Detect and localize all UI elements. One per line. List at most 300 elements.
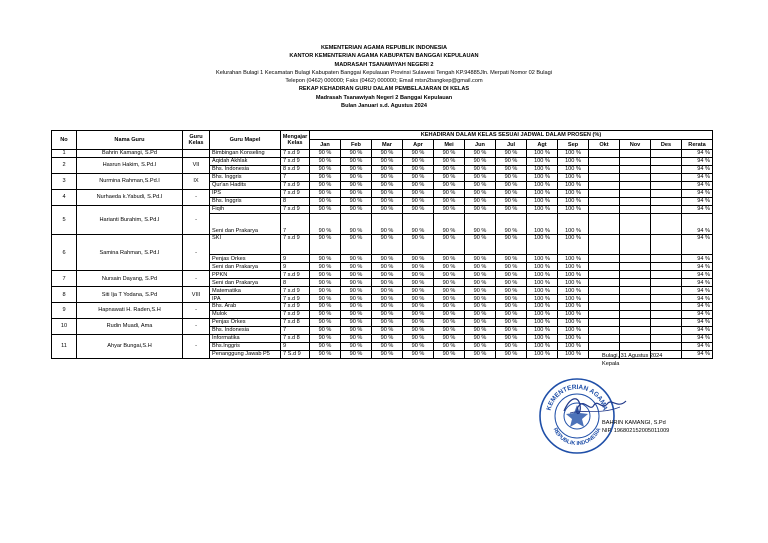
subject-name: IPS: [210, 189, 281, 197]
month-percentage: 90 %: [372, 197, 403, 205]
month-percentage: 90 %: [372, 271, 403, 279]
month-percentage: 100 %: [527, 255, 558, 263]
teaching-classes: 7 s.d 9: [281, 150, 310, 158]
month-percentage: 100 %: [558, 279, 589, 287]
svg-text:KEMENTERIAN AGAMA: KEMENTERIAN AGAMA: [545, 383, 609, 412]
homeroom-class: -: [183, 235, 210, 271]
average-percentage: 94 %: [682, 310, 713, 318]
subject-name: Fiqih: [210, 205, 281, 213]
month-percentage: 90 %: [465, 310, 496, 318]
empty-month-cell: [620, 318, 651, 326]
subject-name: Bhs. Indonesia: [210, 326, 281, 334]
month-percentage: 90 %: [341, 165, 372, 173]
col-no: No: [52, 131, 77, 150]
col-month: Apr: [403, 140, 434, 150]
row-number: 2: [52, 157, 77, 173]
month-percentage: 90 %: [465, 173, 496, 181]
month-percentage: 90 %: [496, 342, 527, 350]
month-percentage: 90 %: [341, 173, 372, 181]
empty-month-cell: [589, 271, 620, 279]
empty-month-cell: [589, 205, 620, 213]
month-percentage: 90 %: [434, 213, 465, 235]
empty-month-cell: [589, 295, 620, 303]
teaching-classes: 7 s.d 9: [281, 303, 310, 311]
empty-month-cell: [589, 255, 620, 263]
month-percentage: 90 %: [496, 181, 527, 189]
month-percentage: 100 %: [527, 263, 558, 271]
month-percentage: 90 %: [403, 303, 434, 311]
average-percentage: 94 %: [682, 213, 713, 235]
month-percentage: 90 %: [341, 213, 372, 235]
empty-month-cell: [589, 213, 620, 235]
school-address: Kelurahan Bulagi 1 Kecamatan Bulagi Kabupaten Banggai Kepulauan Provinsi Sulawesi Tengah KP.94885Jln. Merpati Nomor 02 Bulagi: [216, 69, 552, 76]
empty-month-cell: [620, 157, 651, 165]
month-percentage: 90 %: [403, 181, 434, 189]
month-percentage: 90 %: [341, 271, 372, 279]
col-month: Agt: [527, 140, 558, 150]
month-percentage: 100 %: [558, 173, 589, 181]
month-percentage: 90 %: [434, 157, 465, 165]
month-percentage: 100 %: [558, 263, 589, 271]
month-percentage: 90 %: [403, 295, 434, 303]
month-percentage: 100 %: [558, 150, 589, 158]
row-number: 3: [52, 173, 77, 189]
month-percentage: 90 %: [434, 235, 465, 255]
empty-month-cell: [589, 310, 620, 318]
month-percentage: 90 %: [465, 326, 496, 334]
empty-month-cell: [651, 310, 682, 318]
month-percentage: 90 %: [403, 350, 434, 358]
month-percentage: 90 %: [372, 326, 403, 334]
row-number: 6: [52, 235, 77, 271]
month-percentage: 90 %: [310, 303, 341, 311]
empty-month-cell: [620, 197, 651, 205]
office-title: KANTOR KEMENTERIAN AGAMA KABUPATEN BANGGAI KEPULAUAN: [289, 53, 479, 60]
month-percentage: 100 %: [527, 334, 558, 342]
month-percentage: 100 %: [527, 350, 558, 358]
col-month: Jul: [496, 140, 527, 150]
teaching-classes: 7 s.d 9: [281, 295, 310, 303]
month-percentage: 100 %: [527, 150, 558, 158]
month-percentage: 90 %: [310, 173, 341, 181]
col-rerata: Rerata: [682, 140, 713, 150]
month-percentage: 90 %: [465, 334, 496, 342]
month-percentage: 90 %: [465, 303, 496, 311]
letterhead: [0, 44, 768, 110]
table-row: [52, 235, 713, 255]
average-percentage: 94 %: [682, 189, 713, 197]
attendance-table: [51, 130, 713, 359]
month-percentage: 90 %: [372, 334, 403, 342]
month-percentage: 100 %: [558, 326, 589, 334]
teaching-classes: 9: [281, 263, 310, 271]
month-percentage: 90 %: [496, 150, 527, 158]
month-percentage: 100 %: [527, 287, 558, 295]
month-percentage: 90 %: [403, 271, 434, 279]
month-percentage: 90 %: [496, 271, 527, 279]
report-period: Bulan Januari s.d. Agustus 2024: [341, 103, 427, 110]
month-percentage: 90 %: [310, 271, 341, 279]
empty-month-cell: [651, 334, 682, 342]
month-percentage: 90 %: [310, 255, 341, 263]
month-percentage: 90 %: [372, 181, 403, 189]
month-percentage: 90 %: [465, 287, 496, 295]
month-percentage: 100 %: [527, 157, 558, 165]
month-percentage: 100 %: [527, 279, 558, 287]
empty-month-cell: [651, 181, 682, 189]
average-percentage: 94 %: [682, 165, 713, 173]
empty-month-cell: [651, 271, 682, 279]
average-percentage: 94 %: [682, 197, 713, 205]
month-percentage: 90 %: [341, 181, 372, 189]
homeroom-class: -: [183, 271, 210, 287]
teaching-classes: 7 s.d 9: [281, 157, 310, 165]
month-percentage: 90 %: [434, 287, 465, 295]
subject-name: Bhs.Inggris: [210, 342, 281, 350]
month-percentage: 90 %: [310, 350, 341, 358]
month-percentage: 90 %: [372, 157, 403, 165]
subject-name: Qur'an Hadits: [210, 181, 281, 189]
month-percentage: 90 %: [434, 255, 465, 263]
teaching-classes: 7 s.d 8: [281, 318, 310, 326]
month-percentage: 90 %: [496, 157, 527, 165]
empty-month-cell: [620, 213, 651, 235]
empty-month-cell: [589, 173, 620, 181]
row-number: 11: [52, 334, 77, 358]
month-percentage: 90 %: [310, 318, 341, 326]
month-percentage: 90 %: [341, 263, 372, 271]
month-percentage: 90 %: [403, 213, 434, 235]
month-percentage: 90 %: [341, 342, 372, 350]
homeroom-class: -: [183, 189, 210, 205]
month-percentage: 100 %: [558, 287, 589, 295]
teacher-name: Bahrin Kamangi, S.Pd: [77, 150, 183, 158]
teaching-classes: 7: [281, 326, 310, 334]
month-percentage: 90 %: [465, 318, 496, 326]
empty-month-cell: [651, 287, 682, 295]
teaching-classes: 9: [281, 255, 310, 263]
teaching-classes: 8: [281, 279, 310, 287]
month-percentage: 90 %: [310, 334, 341, 342]
col-month: Jan: [310, 140, 341, 150]
average-percentage: 94 %: [682, 181, 713, 189]
average-percentage: 94 %: [682, 334, 713, 342]
month-percentage: 100 %: [558, 334, 589, 342]
month-percentage: 90 %: [434, 326, 465, 334]
month-percentage: 100 %: [527, 310, 558, 318]
month-percentage: 90 %: [372, 287, 403, 295]
teacher-name: Nursain Dayang, S.Pd: [77, 271, 183, 287]
month-percentage: 90 %: [496, 279, 527, 287]
teacher-name: Harianti Burahim, S.Pd.I: [77, 205, 183, 235]
col-month: Jun: [465, 140, 496, 150]
empty-month-cell: [589, 165, 620, 173]
month-percentage: 100 %: [527, 303, 558, 311]
month-percentage: 90 %: [496, 295, 527, 303]
ministry-title: KEMENTERIAN AGAMA REPUBLIK INDONESIA: [320, 45, 448, 51]
month-percentage: 90 %: [403, 287, 434, 295]
empty-month-cell: [589, 150, 620, 158]
empty-month-cell: [620, 271, 651, 279]
report-title: REKAP KEHADIRAN GURU DALAM PEMBELAJARAN DI KELAS: [298, 86, 470, 93]
row-number: 8: [52, 287, 77, 303]
empty-month-cell: [651, 165, 682, 173]
month-percentage: 90 %: [434, 318, 465, 326]
empty-month-cell: [589, 235, 620, 255]
month-percentage: 90 %: [372, 318, 403, 326]
homeroom-class: -: [183, 205, 210, 235]
month-percentage: 100 %: [558, 350, 589, 358]
month-percentage: 90 %: [341, 318, 372, 326]
signature-date: Bulagi, 31 Agustus 2024: [602, 353, 663, 359]
month-percentage: 90 %: [310, 157, 341, 165]
month-percentage: 90 %: [403, 189, 434, 197]
subject-name: Seni dan Prakarya: [210, 263, 281, 271]
average-percentage: 94 %: [682, 279, 713, 287]
svg-text:REPUBLIK INDONESIA: REPUBLIK INDONESIA: [551, 427, 603, 448]
teaching-classes: 7 s.d 8: [281, 334, 310, 342]
month-percentage: 90 %: [341, 205, 372, 213]
subject-name: Seni dan Prakarya: [210, 279, 281, 287]
empty-month-cell: [651, 197, 682, 205]
month-percentage: 90 %: [465, 181, 496, 189]
month-percentage: 90 %: [434, 310, 465, 318]
average-percentage: 94 %: [682, 295, 713, 303]
teacher-name: Nurhaeda k.Yabudi, S.Pd.I: [77, 189, 183, 205]
teaching-classes: 7 s.d 9: [281, 287, 310, 295]
col-month: Nov: [620, 140, 651, 150]
month-percentage: 90 %: [403, 205, 434, 213]
month-percentage: 90 %: [341, 310, 372, 318]
month-percentage: 90 %: [403, 235, 434, 255]
empty-month-cell: [651, 303, 682, 311]
month-percentage: 100 %: [558, 255, 589, 263]
month-percentage: 90 %: [341, 334, 372, 342]
month-percentage: 90 %: [372, 150, 403, 158]
month-percentage: 90 %: [465, 255, 496, 263]
month-percentage: 90 %: [496, 326, 527, 334]
empty-month-cell: [589, 326, 620, 334]
month-percentage: 90 %: [341, 150, 372, 158]
month-percentage: 90 %: [434, 303, 465, 311]
col-month: Mar: [372, 140, 403, 150]
subject-name: PPKN: [210, 271, 281, 279]
month-percentage: 90 %: [372, 213, 403, 235]
empty-month-cell: [589, 189, 620, 197]
month-percentage: 90 %: [403, 342, 434, 350]
month-percentage: 90 %: [372, 350, 403, 358]
month-percentage: 90 %: [434, 334, 465, 342]
empty-month-cell: [620, 165, 651, 173]
empty-month-cell: [651, 205, 682, 213]
month-percentage: 90 %: [465, 350, 496, 358]
month-percentage: 90 %: [434, 181, 465, 189]
month-percentage: 90 %: [403, 263, 434, 271]
month-percentage: 90 %: [310, 213, 341, 235]
month-percentage: 90 %: [341, 287, 372, 295]
empty-month-cell: [589, 334, 620, 342]
month-percentage: 90 %: [496, 350, 527, 358]
month-percentage: 90 %: [403, 310, 434, 318]
row-number: 4: [52, 189, 77, 205]
month-percentage: 90 %: [341, 157, 372, 165]
table-row: [52, 157, 713, 165]
average-percentage: 94 %: [682, 350, 713, 358]
month-percentage: 90 %: [434, 197, 465, 205]
month-percentage: 90 %: [434, 165, 465, 173]
month-percentage: 90 %: [434, 263, 465, 271]
month-percentage: 90 %: [403, 173, 434, 181]
homeroom-class: [183, 150, 210, 158]
month-percentage: 100 %: [558, 213, 589, 235]
empty-month-cell: [620, 334, 651, 342]
empty-month-cell: [651, 295, 682, 303]
month-percentage: 90 %: [310, 263, 341, 271]
teacher-name: Hasrun Hakim, S.Pd.I: [77, 157, 183, 173]
empty-month-cell: [620, 279, 651, 287]
month-percentage: 90 %: [310, 197, 341, 205]
month-percentage: 90 %: [310, 279, 341, 287]
subject-name: Penjas Orkes: [210, 255, 281, 263]
month-percentage: 90 %: [434, 189, 465, 197]
month-percentage: 90 %: [403, 165, 434, 173]
month-percentage: 90 %: [372, 189, 403, 197]
month-percentage: 90 %: [372, 295, 403, 303]
month-percentage: 90 %: [496, 197, 527, 205]
average-percentage: 94 %: [682, 205, 713, 213]
average-percentage: 94 %: [682, 271, 713, 279]
month-percentage: 90 %: [434, 271, 465, 279]
month-percentage: 90 %: [465, 157, 496, 165]
month-percentage: 90 %: [496, 318, 527, 326]
month-percentage: 90 %: [403, 255, 434, 263]
average-percentage: 94 %: [682, 157, 713, 165]
empty-month-cell: [651, 213, 682, 235]
empty-month-cell: [620, 263, 651, 271]
month-percentage: 90 %: [465, 263, 496, 271]
month-percentage: 90 %: [372, 263, 403, 271]
month-percentage: 90 %: [496, 235, 527, 255]
month-percentage: 90 %: [372, 255, 403, 263]
month-percentage: 90 %: [465, 189, 496, 197]
subject-name: Matematika: [210, 287, 281, 295]
month-percentage: 90 %: [434, 350, 465, 358]
month-percentage: 90 %: [465, 205, 496, 213]
col-month: Des: [651, 140, 682, 150]
empty-month-cell: [651, 342, 682, 350]
teaching-classes: 7 s.d 9: [281, 189, 310, 197]
row-number: 7: [52, 271, 77, 287]
month-percentage: 100 %: [558, 157, 589, 165]
subject-name: Bhs. Indonesia: [210, 165, 281, 173]
month-percentage: 100 %: [558, 205, 589, 213]
month-percentage: 90 %: [403, 157, 434, 165]
empty-month-cell: [620, 295, 651, 303]
month-percentage: 90 %: [403, 279, 434, 287]
month-percentage: 90 %: [310, 150, 341, 158]
month-percentage: 100 %: [527, 181, 558, 189]
month-percentage: 90 %: [434, 173, 465, 181]
empty-month-cell: [620, 235, 651, 255]
col-month: Mei: [434, 140, 465, 150]
month-percentage: 90 %: [403, 197, 434, 205]
month-percentage: 100 %: [558, 303, 589, 311]
empty-month-cell: [620, 310, 651, 318]
month-percentage: 90 %: [434, 279, 465, 287]
month-percentage: 90 %: [372, 342, 403, 350]
month-percentage: 90 %: [310, 295, 341, 303]
empty-month-cell: [651, 157, 682, 165]
month-percentage: 90 %: [341, 350, 372, 358]
empty-month-cell: [589, 157, 620, 165]
col-mengajar-kelas: Mengajar Kelas: [281, 131, 310, 150]
empty-month-cell: [589, 287, 620, 295]
homeroom-class: VIII: [183, 287, 210, 303]
average-percentage: 94 %: [682, 287, 713, 295]
month-percentage: 100 %: [527, 165, 558, 173]
empty-month-cell: [620, 205, 651, 213]
month-percentage: 90 %: [465, 271, 496, 279]
month-percentage: 90 %: [372, 279, 403, 287]
homeroom-class: IX: [183, 173, 210, 189]
average-percentage: 94 %: [682, 326, 713, 334]
empty-month-cell: [620, 173, 651, 181]
table-row: [52, 173, 713, 181]
month-percentage: 90 %: [403, 334, 434, 342]
empty-month-cell: [651, 263, 682, 271]
month-percentage: 100 %: [558, 295, 589, 303]
empty-month-cell: [620, 342, 651, 350]
teacher-name: Samina Rahman, S.Pd.I: [77, 235, 183, 271]
empty-month-cell: [620, 189, 651, 197]
average-percentage: 94 %: [682, 255, 713, 263]
signature-name: BAHRIN KAMANGI, S.Pd: [602, 420, 666, 426]
table-row: [52, 205, 713, 213]
month-percentage: 100 %: [527, 295, 558, 303]
month-percentage: 90 %: [434, 295, 465, 303]
month-percentage: 100 %: [558, 310, 589, 318]
month-percentage: 90 %: [496, 255, 527, 263]
month-percentage: 90 %: [341, 303, 372, 311]
subject-name: Bhs. Arab: [210, 303, 281, 311]
average-percentage: 94 %: [682, 235, 713, 255]
month-percentage: 90 %: [434, 205, 465, 213]
teaching-classes: 7 s.d 9: [281, 205, 310, 213]
month-percentage: 100 %: [527, 197, 558, 205]
subject-name: IPA: [210, 295, 281, 303]
month-percentage: 100 %: [527, 318, 558, 326]
empty-month-cell: [589, 318, 620, 326]
teaching-classes: 9: [281, 342, 310, 350]
month-percentage: 90 %: [341, 235, 372, 255]
month-percentage: 90 %: [465, 197, 496, 205]
month-percentage: 90 %: [372, 173, 403, 181]
subject-name: Penjas Orkes: [210, 318, 281, 326]
month-percentage: 90 %: [496, 165, 527, 173]
average-percentage: 94 %: [682, 173, 713, 181]
month-percentage: 90 %: [372, 165, 403, 173]
month-percentage: 100 %: [527, 326, 558, 334]
homeroom-class: -: [183, 334, 210, 358]
empty-month-cell: [651, 326, 682, 334]
empty-month-cell: [651, 173, 682, 181]
col-month: Okt: [589, 140, 620, 150]
month-percentage: 90 %: [403, 150, 434, 158]
month-percentage: 100 %: [558, 197, 589, 205]
month-percentage: 90 %: [372, 205, 403, 213]
empty-month-cell: [589, 303, 620, 311]
teaching-classes: 7 S.d 9: [281, 350, 310, 358]
